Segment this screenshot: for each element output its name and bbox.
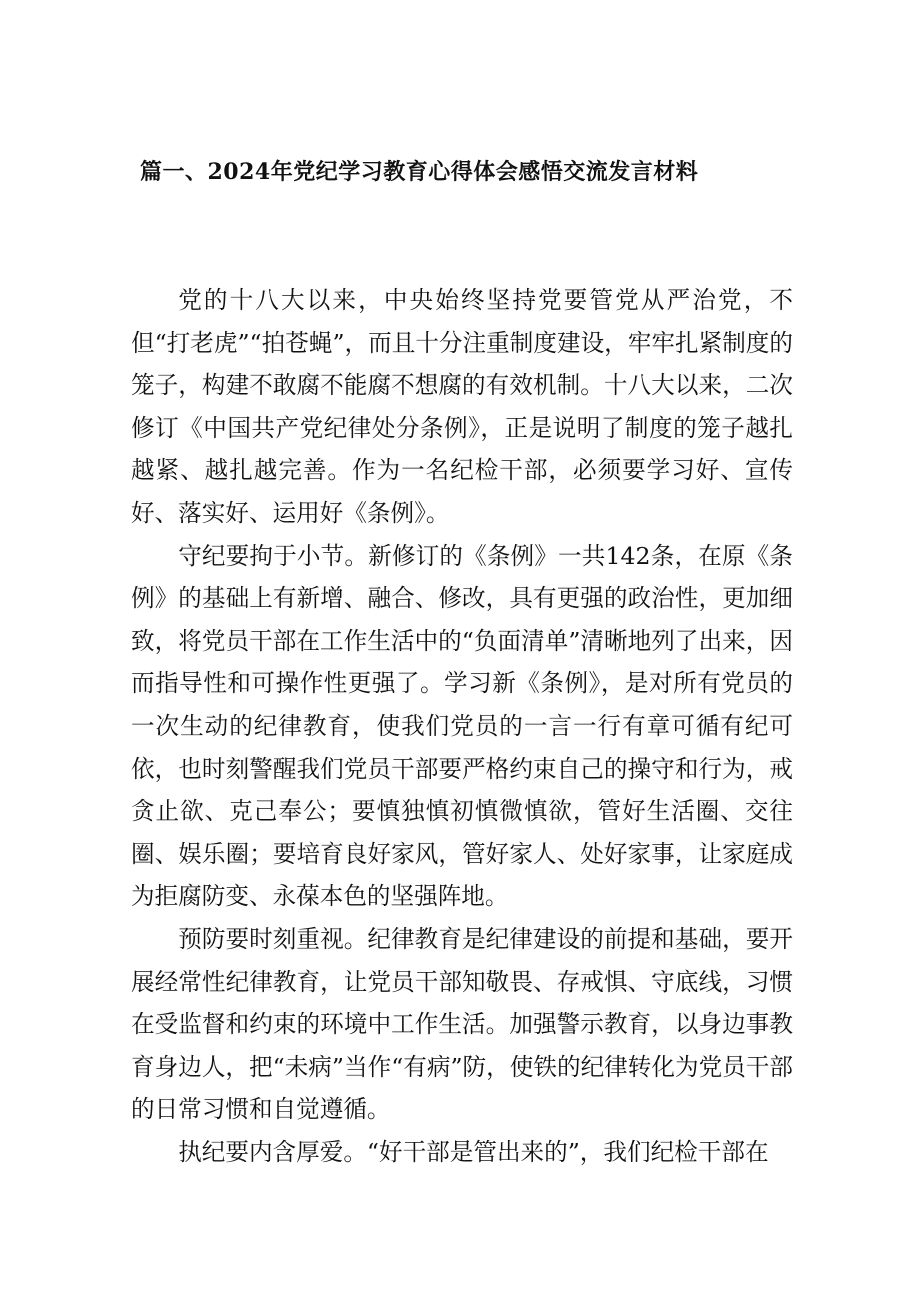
paragraph: 守纪要拘于小节。新修订的《条例》一共142条，在原《条例》的基础上有新增、融合、修改，具有更强的政治性，更加细致，将党员干部在工作生活中的“负面清单”清晰地列了出来，因而指导性和可操作性更强了。学习新《条例》，是对所有党员的一次生动的纪律教育，使我们党员的一言一行有章可循有纪可依，也时刻警醒我们党员干部要严格约束自己的操守和行为，戒贪止欲、克己奉公；要慎独慎初慎微慎欲，管好生活圈、交往圈、娱乐圈；要培育良好家风，管好家人、处好家事，让家庭成为拒腐防变、永葆本色的坚强阵地。 [131,541,793,911]
paragraph: 执纪要内含厚爱。“好干部是管出来的”，我们纪检干部在 [178,1137,769,1166]
document-body [131,279,793,1173]
document-title: 篇一、2024年党纪学习教育心得体会感悟交流发言材料 [140,159,699,185]
paragraph: 预防要时刻重视。纪律教育是纪律建设的前提和基础，要开展经常性纪律教育，让党员干部知敬畏、存戒惧、守底线，习惯在受监督和约束的环境中工作生活。加强警示教育，以身边事教育身边人，把“未病”当作“有病”防，使铁的纪律转化为党员干部的日常习惯和自觉遵循。 [131,924,793,1124]
paragraph: 党的十八大以来，中央始终坚持党要管党从严治党，不但“打老虎”“拍苍蝇”，而且十分注重制度建设，牢牢扎紧制度的笼子，构建不敢腐不能腐不想腐的有效机制。十八大以来，二次修订《中国共产党纪律处分条例》，正是说明了制度的笼子越扎越紧、越扎越完善。作为一名纪检干部，必须要学习好、宣传好、落实好、运用好《条例》。 [131,286,793,527]
